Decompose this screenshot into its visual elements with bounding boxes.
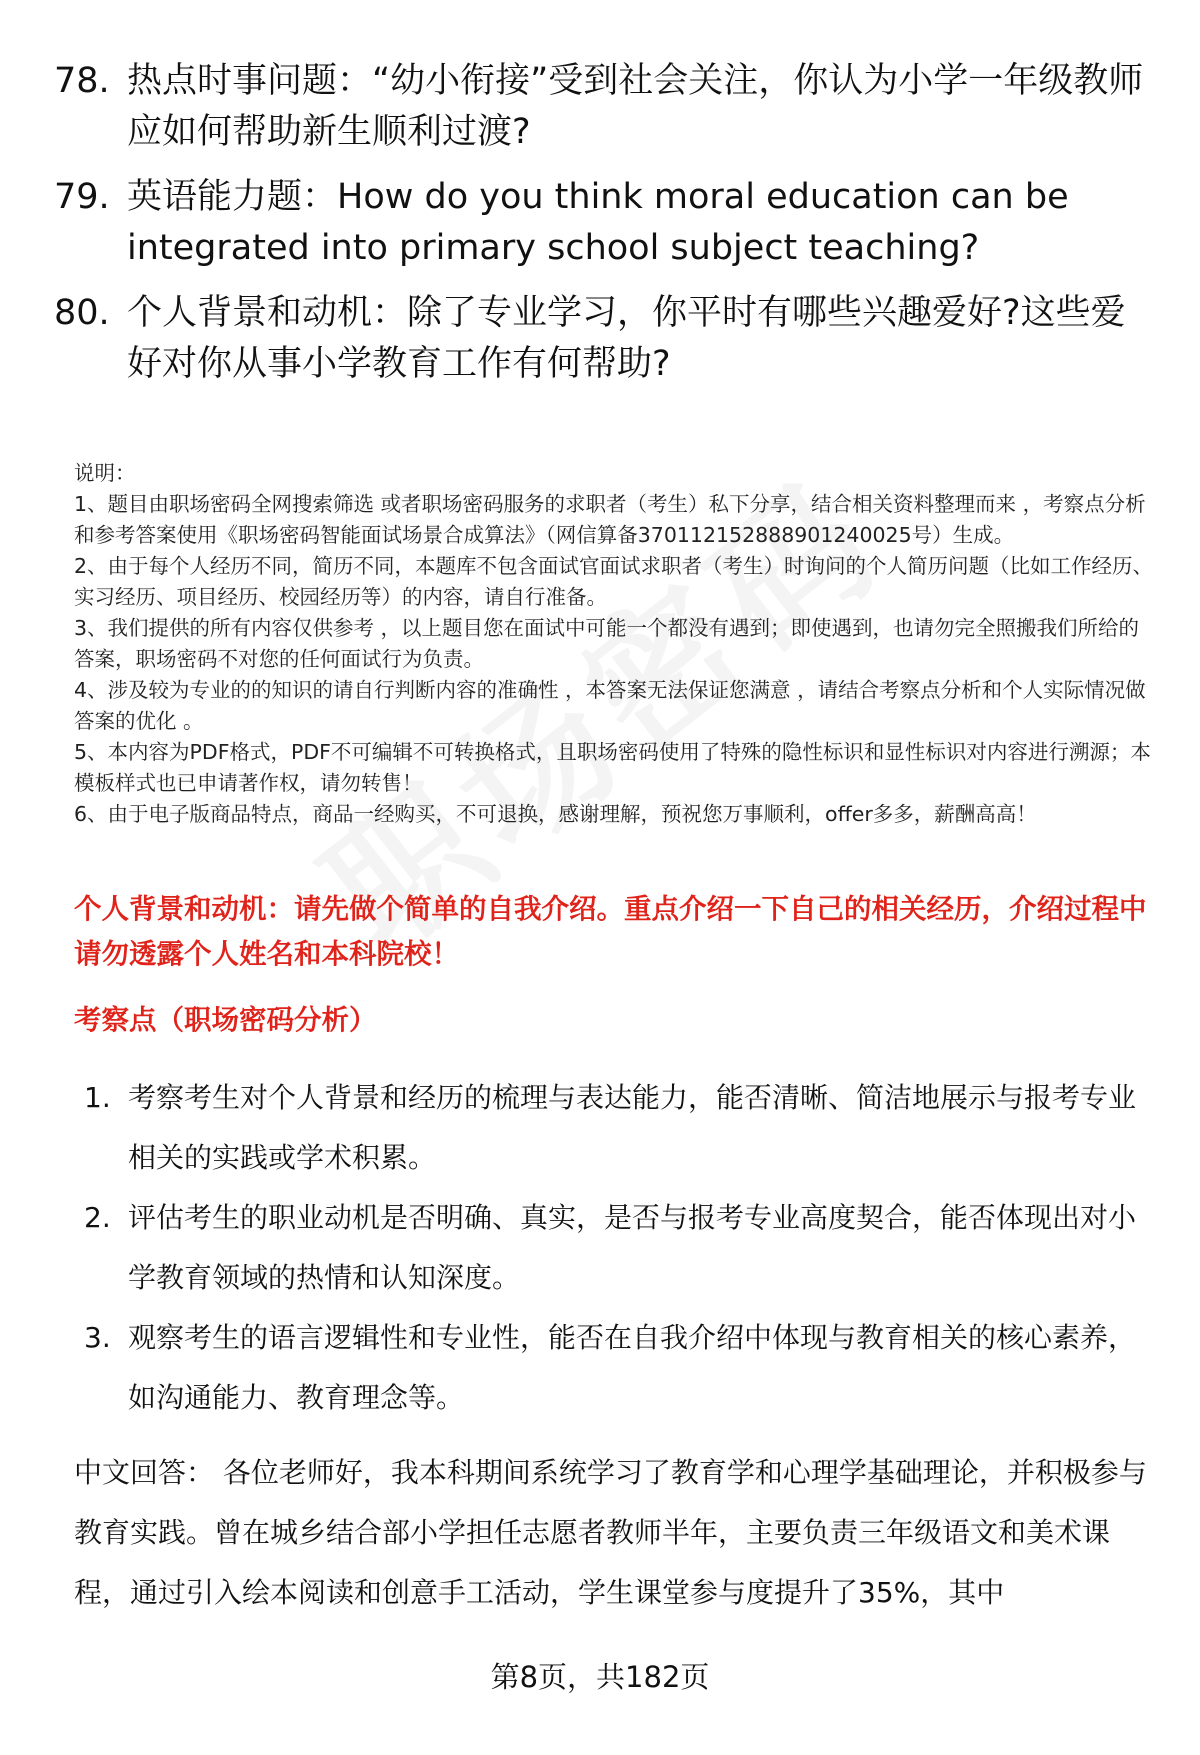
- featured-question: 个人背景和动机：请先做个简单的自我介绍。重点介绍一下自己的相关经历，介绍过程中请勿透露个人姓名和本科院校！: [74, 893, 1147, 970]
- question-text: 英语能力题：How do you think moral education can be integrated into primary school subject teaching?: [127, 177, 1069, 268]
- answer-paragraph: [74, 1443, 1154, 1623]
- point-number: 2.: [84, 1201, 111, 1234]
- question-number: 78.: [54, 61, 110, 101]
- analysis-point: [74, 1308, 1154, 1428]
- question-79: [54, 172, 1154, 274]
- note-item: 6、由于电子版商品特点，商品一经购买，不可退换，感谢理解，预祝您万事顺利，offer多多，薪酬高高！: [74, 802, 1037, 826]
- analysis-point: [74, 1068, 1154, 1188]
- note-item: 1、题目由职场密码全网搜索筛选 或者职场密码服务的求职者（考生）私下分享，结合相关资料整理而来 ，考察点分析和参考答案使用《职场密码智能面试场景合成算法》（网信算备370112152888901240025号）生成。: [74, 492, 1146, 547]
- answer-text: 各位老师好，我本科期间系统学习了教育学和心理学基础理论，并积极参与教育实践。曾在城乡结合部小学担任志愿者教师半年，主要负责三年级语文和美术课程，通过引入绘本阅读和创意手工活动，学生课堂参与度提升了35%，其中: [74, 1456, 1147, 1609]
- page-footer: 第8页，共182页: [490, 1660, 710, 1694]
- notes-section: [74, 458, 1154, 830]
- point-text: 评估考生的职业动机是否明确、真实，是否与报考专业高度契合，能否体现出对小学教育领域的热情和认知深度。: [128, 1201, 1137, 1294]
- note-item: 2、由于每个人经历不同，简历不同，本题库不包含面试官面试求职者（考生）时询问的个人简历问题（比如工作经历、实习经历、项目经历、校园经历等）的内容，请自行准备。: [74, 554, 1154, 609]
- question-text: 热点时事问题：“幼小衔接”受到社会关注，你认为小学一年级教师应如何帮助新生顺利过渡?: [127, 61, 1144, 152]
- answer-label: 中文回答：: [74, 1456, 215, 1489]
- point-text: 观察考生的语言逻辑性和专业性，能否在自我介绍中体现与教育相关的核心素养，如沟通能力、教育理念等。: [128, 1321, 1137, 1414]
- notes-title: 说明：: [74, 461, 136, 485]
- analysis-points: [74, 1068, 1154, 1428]
- question-number: 80.: [54, 293, 110, 333]
- question-80: [54, 288, 1154, 390]
- point-number: 1.: [84, 1081, 111, 1114]
- question-78: [54, 56, 1154, 158]
- note-item: 5、本内容为PDF格式，PDF不可编辑不可转换格式，且职场密码使用了特殊的隐性标识和显性标识对内容进行溯源；本模板样式也已申请著作权，请勿转售！: [74, 740, 1151, 795]
- question-text: 个人背景和动机：除了专业学习，你平时有哪些兴趣爱好?这些爱好对你从事小学教育工作有何帮助?: [127, 293, 1126, 384]
- note-item: 3、我们提供的所有内容仅供参考 ，以上题目您在面试中可能一个都没有遇到；即使遇到，也请勿完全照搬我们所给的答案，职场密码不对您的任何面试行为负责。: [74, 616, 1140, 671]
- note-item: 4、涉及较为专业的的知识的请自行判断内容的准确性 ，本答案无法保证您满意 ，请结合考察点分析和个人实际情况做答案的优化 。: [74, 678, 1146, 733]
- analysis-point: [74, 1188, 1154, 1308]
- point-number: 3.: [84, 1321, 111, 1354]
- point-text: 考察考生对个人背景和经历的梳理与表达能力，能否清晰、简洁地展示与报考专业相关的实践或学术积累。: [128, 1081, 1137, 1174]
- analysis-title: 考察点（职场密码分析）: [74, 1004, 377, 1036]
- question-number: 79.: [54, 177, 110, 217]
